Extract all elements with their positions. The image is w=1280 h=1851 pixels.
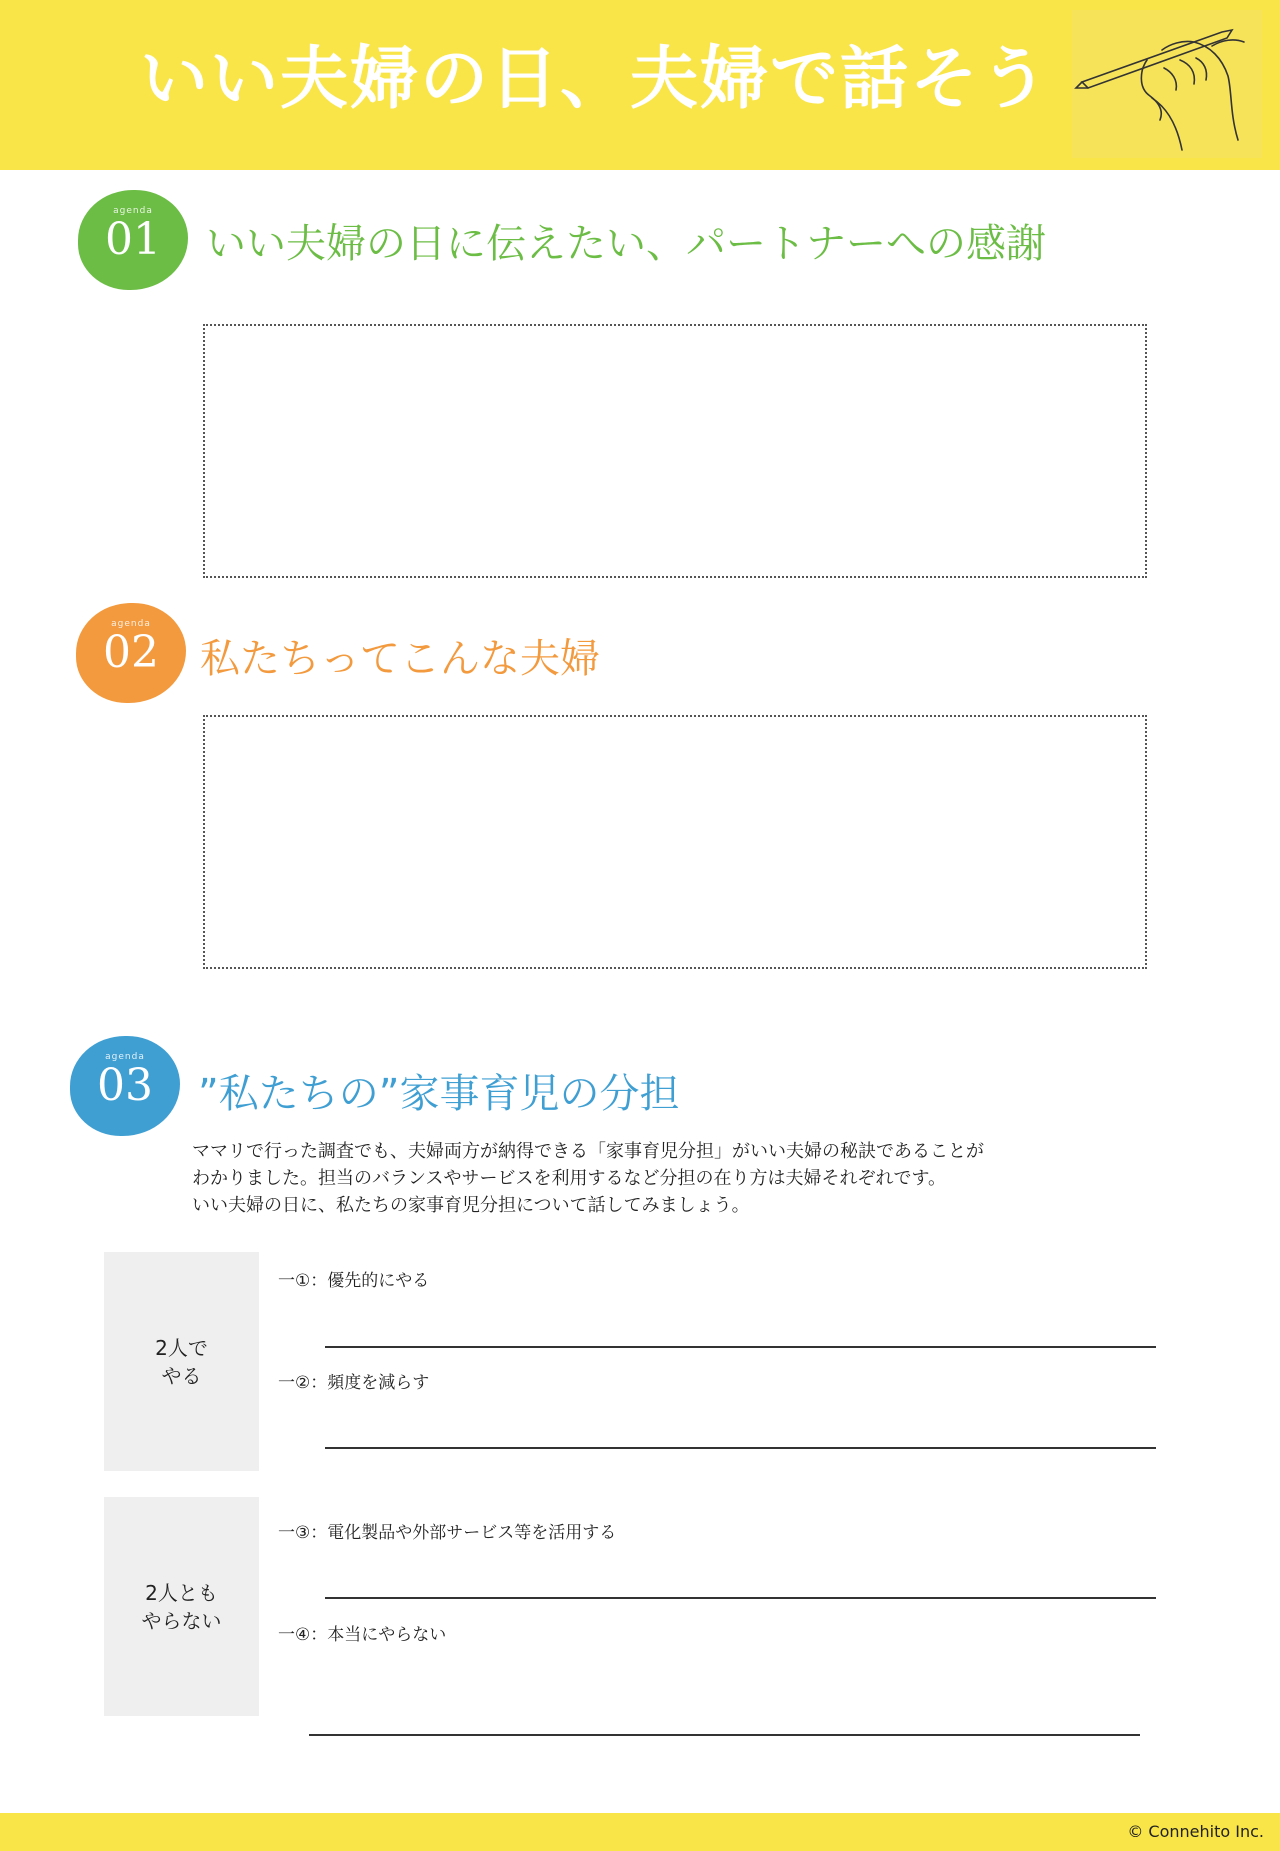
page-title: いい夫婦の日、夫婦で話そう <box>139 40 1050 119</box>
group-label-both-do <box>104 1252 259 1471</box>
group-label-line: やらない <box>141 1608 222 1633</box>
intro-line: いい夫婦の日に、私たちの家事育児分担について話してみましょう。 <box>192 1195 750 1216</box>
agenda-number: 01 <box>105 214 161 265</box>
group-label-line: 2人で <box>155 1335 208 1360</box>
option-label: 一②：頻度を減らす <box>278 1373 430 1393</box>
option-label: 一③：電化製品や外部サービス等を活用する <box>278 1523 617 1543</box>
group-label-line: 2人とも <box>145 1580 218 1605</box>
answer-line[interactable] <box>309 1734 1140 1736</box>
hand-with-pen-illustration <box>1072 10 1262 158</box>
intro-line: わかりました。担当のバランスやサービスを利用するなど分担の在り方は夫婦それぞれです。 <box>192 1168 947 1189</box>
answer-line[interactable] <box>325 1447 1156 1449</box>
agenda-label: agenda <box>111 619 151 629</box>
couple-description-writing-box[interactable] <box>203 715 1147 969</box>
answer-line[interactable] <box>325 1597 1156 1599</box>
footer-bar <box>0 1813 1280 1851</box>
section-03-intro <box>192 1138 1112 1219</box>
agenda-label: agenda <box>113 206 153 216</box>
gratitude-writing-box[interactable] <box>203 324 1147 578</box>
group-label-line: やる <box>161 1363 202 1388</box>
agenda-badge-02 <box>76 603 186 703</box>
option-label: 一④：本当にやらない <box>278 1625 447 1645</box>
section-title-03: ”私たちの”家事育児の分担 <box>198 1071 680 1117</box>
intro-line: ママリで行った調査でも、夫婦両方が納得できる「家事育児分担」がいい夫婦の秘訣であることが <box>192 1141 984 1162</box>
header-bar <box>0 0 1280 170</box>
agenda-badge-01 <box>78 190 188 290</box>
group-label-neither-do <box>104 1497 259 1716</box>
agenda-badge-03 <box>70 1036 180 1136</box>
copyright-credit: © Connehito Inc. <box>1127 1822 1264 1841</box>
agenda-label: agenda <box>105 1052 145 1062</box>
section-title-02: 私たちってこんな夫婦 <box>200 636 600 682</box>
section-title-01: いい夫婦の日に伝えたい、パートナーへの感謝 <box>206 221 1046 267</box>
agenda-number: 03 <box>97 1060 153 1111</box>
answer-line[interactable] <box>325 1346 1156 1348</box>
agenda-number: 02 <box>103 627 159 678</box>
option-label: 一①：優先的にやる <box>278 1271 430 1291</box>
